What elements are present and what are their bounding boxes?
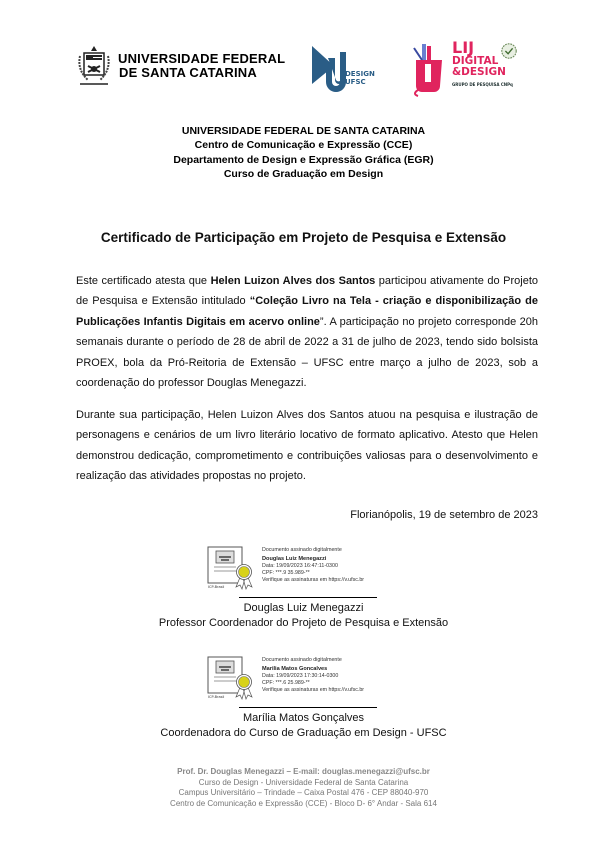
stamp-verify-link: Verifique as assinaturas em https://v.ufsc.br <box>262 577 365 583</box>
lij-cup-icon <box>410 42 450 98</box>
certificate-paragraph-2: Durante sua participação, Helen Luizon Alves dos Santos atuou na pesquisa e ilustração de personagens e cenários de um livro literário locativo de formato aplicativo. Atesto que Helen demonstrou dedicação, comprometimento e contribuições valiosas para o desenvolvimento e realização das atividades propostas no projeto. <box>76 409 538 483</box>
signatory-role: Coordenadora do Curso de Graduação em Design - UFSC <box>160 727 447 739</box>
digital-signature-stamp <box>205 655 425 700</box>
digital-signature-stamp <box>205 545 425 590</box>
certificate-title: Certificado de Participação em Projeto de Pesquisa e Extensão <box>100 230 507 245</box>
stamp-text <box>262 547 364 584</box>
signatory-role: Professor Coordenador do Projeto de Pesquisa e Extensão <box>158 617 449 629</box>
lij-subtitle-digital: DIGITAL <box>452 55 499 67</box>
stamp-header: Documento assinado digitalmente <box>262 547 342 553</box>
stamp-header: Documento assinado digitalmente <box>262 657 342 663</box>
footer <box>0 767 607 809</box>
project-title: “Coleção Livro na Tela - criação e disponibilização de Publicações Infantis Digitais em acervo online <box>76 295 538 328</box>
footer-course: Curso de Design - Universidade Federal de Santa Catarina <box>198 777 409 787</box>
certificate-paragraph-1 <box>76 271 538 393</box>
stamp-cpf: CPF: ***.9 35.989-** <box>262 570 310 576</box>
place-date: Florianópolis, 19 de setembro de 2023 <box>350 509 538 521</box>
design-ufsc-label <box>345 70 375 86</box>
signatory-name: Douglas Luiz Menegazzi <box>243 602 364 614</box>
stamp-date: Data: 19/09/2023 16:47:11-0300 <box>262 563 338 569</box>
para1-text-b: participou ativamente do Projeto de Pesquisa e Extensão intitulado <box>76 275 538 308</box>
para1-text-a: Este certificado atesta que <box>76 275 211 287</box>
icp-badge-label: ICP-Brasil <box>208 585 225 589</box>
ufsc-name <box>118 52 285 80</box>
footer-contact: Prof. Dr. Douglas Menegazzi – E-mail: douglas.menegazzi@ufsc.br <box>177 767 430 776</box>
lij-digital-design-logo <box>410 40 522 102</box>
signatory-block <box>0 601 607 631</box>
institution-center: Centro de Comunicação e Expressão (CCE) <box>194 139 413 152</box>
stamp-verify-link: Verifique as assinaturas em https://v.ufsc.br <box>262 687 365 693</box>
stamp-text <box>262 657 364 694</box>
ufsc-name-line2: DE SANTA CATARINA <box>119 65 257 80</box>
signature-line <box>239 597 377 598</box>
para1-text-c: ”. A participação no projeto corresponde 20h semanais durante o período de 28 de abril de 2022 a 31 de julho de 2023, tendo sido bolsista PROEX, bola da Pró-Reitoria de Extensão – UFSC entre março a julho de 2023, sob a coordenação do professor Douglas Menegazzi. <box>76 315 538 390</box>
lij-subtitle-design: &DESIGN <box>452 66 506 78</box>
icp-badge-label: ICP-Brasil <box>208 695 225 699</box>
design-label-line2: UFSC <box>345 78 366 86</box>
signature-line <box>239 707 377 708</box>
design-label-line1: DESIGN <box>345 70 375 78</box>
institution-department: Departamento de Design e Expressão Gráfica (EGR) <box>173 153 434 166</box>
stamp-cpf: CPF: ***.6 25.989-** <box>262 680 310 686</box>
signatory-name: Marília Matos Gonçalves <box>242 712 365 724</box>
participant-name: Helen Luizon Alves dos Santos <box>210 275 376 287</box>
footer-address: Campus Universitário – Trindade – Caixa Postal 476 - CEP 88040-970 <box>178 788 429 797</box>
ufsc-logo <box>76 44 286 88</box>
gov-br-seal-icon <box>205 545 261 590</box>
lij-group-label: GRUPO DE PESQUISA CNPq <box>452 82 513 87</box>
lij-title: LIJ <box>452 38 475 57</box>
stamp-signer-name: Douglas Luiz Menegazzi <box>262 556 327 562</box>
design-ufsc-logo <box>312 44 374 100</box>
institution-header <box>0 124 607 182</box>
footer-building: Centro de Comunicação e Expressão (CCE) - Bloco D- 6° Andar - Sala 614 <box>170 798 437 808</box>
institution-course: Curso de Graduação em Design <box>223 168 384 181</box>
ufsc-crest-icon <box>76 44 112 88</box>
stamp-signer-name: Marilia Matos Goncalves <box>262 666 328 672</box>
gov-br-seal-icon <box>205 655 261 700</box>
institution-university: UNIVERSIDADE FEDERAL DE SANTA CATARINA <box>181 125 426 137</box>
ufsc-name-line1: UNIVERSIDADE FEDERAL <box>118 51 286 66</box>
signatory-block <box>0 711 607 741</box>
verified-seal-icon <box>500 42 518 60</box>
stamp-date: Data: 19/09/2023 17:30:14-0300 <box>262 673 339 679</box>
